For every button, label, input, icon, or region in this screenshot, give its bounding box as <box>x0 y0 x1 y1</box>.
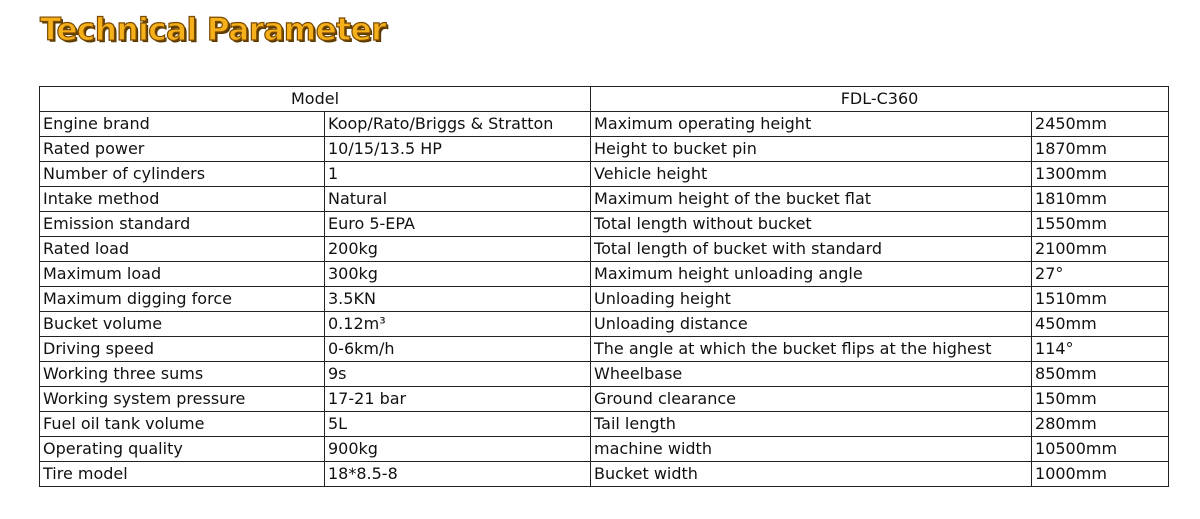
dimension-value: 1510mm <box>1032 287 1169 312</box>
param-value: 900kg <box>325 437 591 462</box>
param-value: Euro 5-EPA <box>325 212 591 237</box>
table-row <box>40 137 1169 162</box>
param-name: Tire model <box>40 462 325 487</box>
dimension-value: 2450mm <box>1032 112 1169 137</box>
table-row <box>40 362 1169 387</box>
dimension-name: Total length of bucket with standard <box>591 237 1032 262</box>
header-model: Model <box>40 87 591 112</box>
page-title: Technical Parameter <box>40 12 386 48</box>
header-model-name: FDL-C360 <box>591 87 1169 112</box>
dimension-value: 1810mm <box>1032 187 1169 212</box>
param-name: Working system pressure <box>40 387 325 412</box>
param-name: Engine brand <box>40 112 325 137</box>
param-name: Rated load <box>40 237 325 262</box>
param-value: 0.12m³ <box>325 312 591 337</box>
param-value: Koop/Rato/Briggs & Stratton <box>325 112 591 137</box>
param-name: Bucket volume <box>40 312 325 337</box>
param-name: Operating quality <box>40 437 325 462</box>
param-value: Natural <box>325 187 591 212</box>
dimension-name: Ground clearance <box>591 387 1032 412</box>
param-name: Working three sums <box>40 362 325 387</box>
dimension-value: 114° <box>1032 337 1169 362</box>
param-value: 1 <box>325 162 591 187</box>
table-row <box>40 212 1169 237</box>
dimension-value: 1000mm <box>1032 462 1169 487</box>
param-name: Fuel oil tank volume <box>40 412 325 437</box>
dimension-name: machine width <box>591 437 1032 462</box>
table-row <box>40 287 1169 312</box>
dimension-value: 150mm <box>1032 387 1169 412</box>
table-row <box>40 462 1169 487</box>
dimension-name: Unloading height <box>591 287 1032 312</box>
param-name: Maximum load <box>40 262 325 287</box>
param-name: Intake method <box>40 187 325 212</box>
table-row <box>40 262 1169 287</box>
table-row <box>40 312 1169 337</box>
dimension-name: Unloading distance <box>591 312 1032 337</box>
table-row <box>40 162 1169 187</box>
dimension-value: 10500mm <box>1032 437 1169 462</box>
table-row <box>40 337 1169 362</box>
dimension-name: Maximum operating height <box>591 112 1032 137</box>
dimension-value: 1550mm <box>1032 212 1169 237</box>
dimension-value: 280mm <box>1032 412 1169 437</box>
table-row <box>40 412 1169 437</box>
table-row <box>40 187 1169 212</box>
table-row <box>40 112 1169 137</box>
dimension-value: 1870mm <box>1032 137 1169 162</box>
param-value: 3.5KN <box>325 287 591 312</box>
dimension-value: 1300mm <box>1032 162 1169 187</box>
param-name: Maximum digging force <box>40 287 325 312</box>
dimension-name: Height to bucket pin <box>591 137 1032 162</box>
dimension-name: Bucket width <box>591 462 1032 487</box>
param-name: Emission standard <box>40 212 325 237</box>
param-value: 0-6km/h <box>325 337 591 362</box>
dimension-value: 450mm <box>1032 312 1169 337</box>
dimension-value: 2100mm <box>1032 237 1169 262</box>
dimension-value: 850mm <box>1032 362 1169 387</box>
param-value: 9s <box>325 362 591 387</box>
table-row <box>40 237 1169 262</box>
dimension-name: Maximum height of the bucket flat <box>591 187 1032 212</box>
dimension-name: Tail length <box>591 412 1032 437</box>
dimension-name: Vehicle height <box>591 162 1032 187</box>
spec-table-body <box>40 112 1169 487</box>
table-header-row <box>40 87 1169 112</box>
param-name: Driving speed <box>40 337 325 362</box>
spec-table <box>39 86 1169 487</box>
param-value: 18*8.5-8 <box>325 462 591 487</box>
dimension-name: Wheelbase <box>591 362 1032 387</box>
param-name: Rated power <box>40 137 325 162</box>
dimension-name: Maximum height unloading angle <box>591 262 1032 287</box>
param-value: 300kg <box>325 262 591 287</box>
dimension-name: The angle at which the bucket flips at the highest <box>591 337 1032 362</box>
param-value: 10/15/13.5 HP <box>325 137 591 162</box>
table-row <box>40 437 1169 462</box>
dimension-name: Total length without bucket <box>591 212 1032 237</box>
table-row <box>40 387 1169 412</box>
param-value: 17-21 bar <box>325 387 591 412</box>
param-value: 200kg <box>325 237 591 262</box>
dimension-value: 27° <box>1032 262 1169 287</box>
param-value: 5L <box>325 412 591 437</box>
param-name: Number of cylinders <box>40 162 325 187</box>
